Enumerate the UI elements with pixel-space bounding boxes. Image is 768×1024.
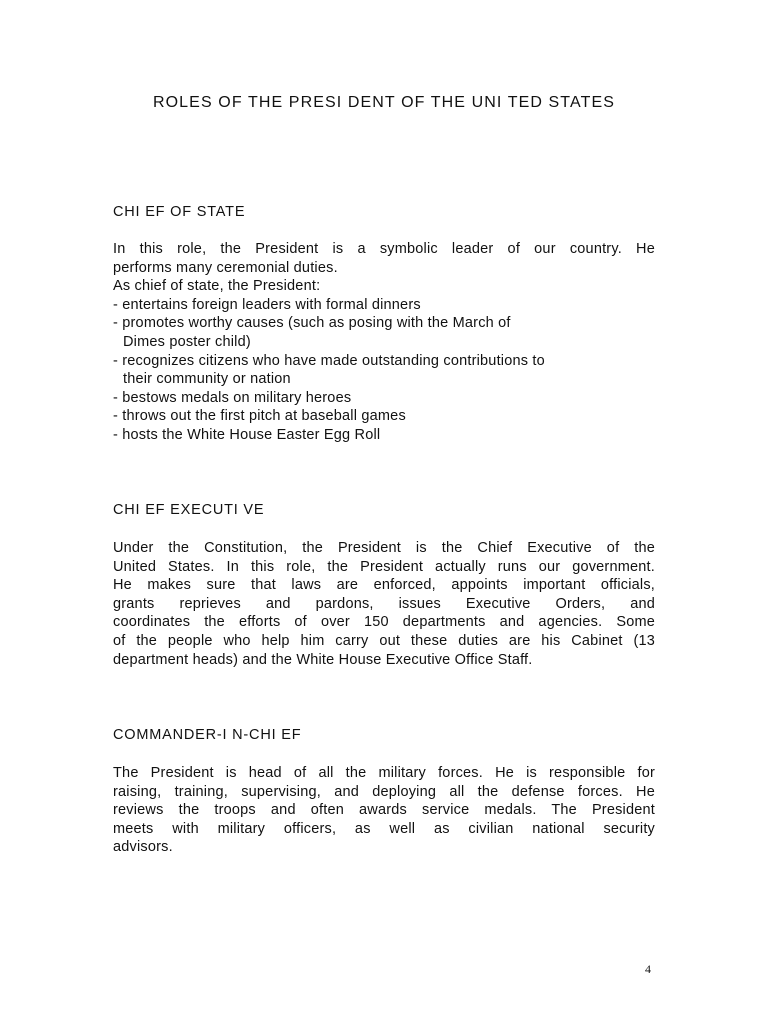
document-title: ROLES OF THE PRESI DENT OF THE UNI TED STATES	[152, 94, 615, 111]
section-body-chief-executive	[113, 539, 655, 669]
list-item: - entertains foreign leaders with formal dinners	[113, 296, 421, 313]
list-item: - bestows medals on military heroes	[113, 389, 352, 406]
section-body-chief-of-state	[113, 240, 655, 445]
paragraph-line: raising, training, supervising, and deploying all the defense forces. He	[113, 783, 655, 800]
paragraph-line: Under the Constitution, the President is the Chief Executive of the	[113, 540, 655, 556]
list-item: - promotes worthy causes (such as posing with the March of	[113, 315, 511, 332]
paragraph-line: In this role, the President is a symbolic leader of our country. He	[113, 241, 655, 257]
list-item: - throws out the first pitch at baseball games	[113, 408, 406, 425]
page-number: 4	[645, 962, 651, 976]
paragraph-line: The President is head of all the military forces. He is responsible for	[113, 765, 655, 781]
paragraph-line: meets with military officers, as well as civilian national security	[113, 820, 655, 837]
list-item-continuation: their community or nation	[123, 371, 291, 388]
paragraph-line: department heads) and the White House Executive Office Staff.	[113, 651, 533, 668]
list-item: - recognizes citizens who have made outstanding contributions to	[113, 352, 545, 369]
paragraph-line: advisors.	[113, 839, 173, 856]
paragraph-line: He makes sure that laws are enforced, appoints important officials,	[113, 577, 655, 594]
paragraph-line: reviews the troops and often awards service medals. The President	[113, 802, 655, 819]
section-heading-commander-in-chief: COMMANDER-I N-CHI EF	[113, 727, 302, 743]
paragraph-line: performs many ceremonial duties.	[113, 259, 338, 276]
list-item-continuation: Dimes poster child)	[123, 333, 251, 350]
paragraph-line: coordinates the efforts of over 150 departments and agencies. Some	[113, 614, 655, 631]
paragraph-line: of the people who help him carry out these duties are his Cabinet (13	[113, 632, 655, 649]
paragraph-line: United States. In this role, the President actually runs our government.	[113, 558, 655, 575]
section-heading-chief-executive: CHI EF EXECUTI VE	[113, 502, 265, 518]
paragraph-line: As chief of state, the President:	[113, 278, 321, 295]
paragraph-line: grants reprieves and pardons, issues Executive Orders, and	[113, 595, 655, 612]
section-body-commander-in-chief	[113, 764, 655, 857]
section-heading-chief-of-state: CHI EF OF STATE	[113, 204, 246, 220]
list-item: - hosts the White House Easter Egg Roll	[113, 426, 381, 443]
